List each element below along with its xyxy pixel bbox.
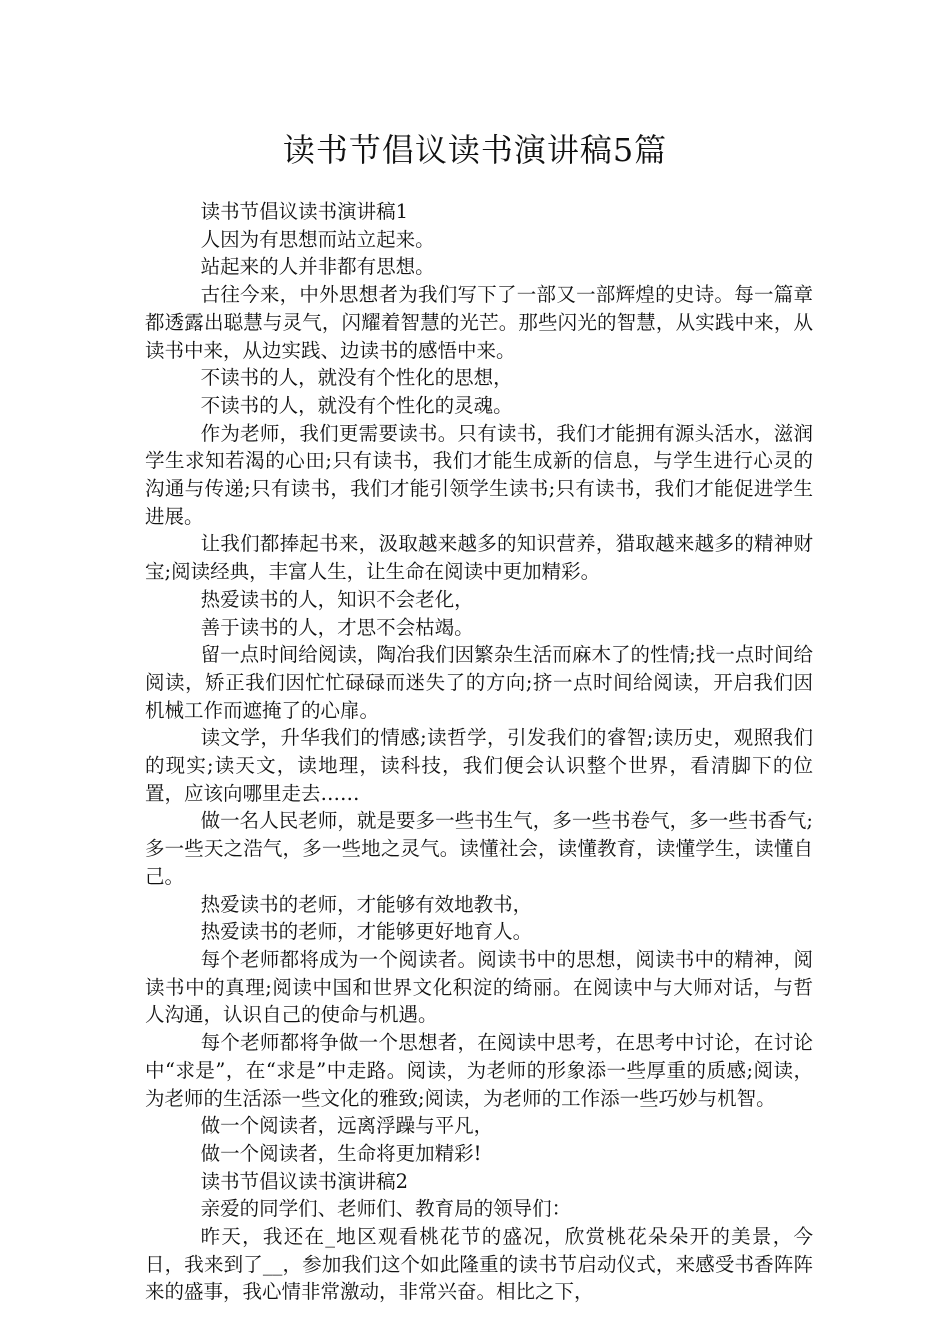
paragraph-14: 热爱读书的老师，才能够有效地教书， — [200, 892, 533, 916]
paragraph-18: 做一个阅读者，远离浮躁与平凡， — [200, 1114, 494, 1138]
paragraph-11: 留一点时间给阅读，陶冶我们因繁杂生活而麻木了的性情;找一点时间给阅读，矫正我们因忙忙碌碌而迷失了的方向;挤一点时间给阅读，开启我们因机械工作而遮掩了的心扉。 — [145, 643, 813, 722]
paragraph-7: 作为老师，我们更需要读书。只有读书，我们才能拥有源头活水，滋润学生求知若渴的心田;只有读书，我们才能生成新的信息，与学生进行心灵的沟通与传递;只有读书，我们才能引领学生读书;只有读书，我们才能促进学生进展。 — [145, 421, 813, 528]
paragraph-2: 人因为有思想而站立起来。 — [200, 227, 435, 251]
paragraph-21: 亲爱的同学们、老师们、教育局的领导们： — [200, 1197, 572, 1221]
paragraph-4: 古往今来，中外思想者为我们写下了一部又一部辉煌的史诗。每一篇章都透露出聪慧与灵气，闪耀着智慧的光芒。那些闪光的智慧，从实践中来，从读书中来，从边实践、边读书的感悟中来。 — [145, 283, 813, 362]
paragraph-10: 善于读书的人，才思不会枯竭。 — [200, 615, 474, 639]
paragraph-22: 昨天，我还在_地区观看桃花节的盛况，欣赏桃花朵朵开的美景，今日，我来到了__，参加我们这个如此隆重的读书节启动仪式，来感受书香阵阵来的盛事，我心情非常激动，非常兴奋。相比之下， — [145, 1225, 813, 1304]
document-title: 读书节倡议读书演讲稿5篇 — [282, 131, 668, 169]
paragraph-13: 做一名人民老师，就是要多一些书生气，多一些书卷气，多一些书香气;多一些天之浩气，多一些地之灵气。读懂社会，读懂教育，读懂学生，读懂自己。 — [145, 809, 813, 888]
paragraph-6: 不读书的人，就没有个性化的灵魂。 — [200, 393, 513, 417]
paragraph-3: 站起来的人并非都有思想。 — [200, 255, 435, 279]
paragraph-1: 读书节倡议读书演讲稿1 — [200, 200, 408, 223]
paragraph-16: 每个老师都将成为一个阅读者。阅读书中的思想，阅读书中的精神，阅读书中的真理;阅读中国和世界文化积淀的绮丽。在阅读中与大师对话，与哲人沟通，认识自己的使命与机遇。 — [145, 947, 813, 1027]
paragraph-8: 让我们都捧起书来，汲取越来越多的知识营养，猎取越来越多的精神财宝;阅读经典，丰富人生，让生命在阅读中更加精彩。 — [145, 532, 813, 584]
paragraph-19: 做一个阅读者，生命将更加精彩! — [200, 1141, 482, 1165]
paragraph-15: 热爱读书的老师，才能够更好地育人。 — [200, 920, 533, 944]
paragraph-17: 每个老师都将争做一个思想者，在阅读中思考，在思考中讨论，在讨论中“求是”，在“求是”中走路。阅读，为老师的形象添一些厚重的质感;阅读，为老师的生活添一些文化的雅致;阅读，为老师的工作添一些巧妙与机智。 — [145, 1031, 813, 1110]
paragraph-5: 不读书的人，就没有个性化的思想， — [200, 366, 513, 390]
paragraph-20: 读书节倡议读书演讲稿2 — [200, 1169, 408, 1193]
paragraph-12: 读文学，升华我们的情感;读哲学，引发我们的睿智;读历史，观照我们的现实;读天文，读地理，读科技，我们便会认识整个世界，看清脚下的位置，应该向哪里走去…… — [145, 726, 813, 805]
paragraph-9: 热爱读书的人，知识不会老化， — [200, 587, 474, 611]
document-body — [145, 198, 813, 1306]
